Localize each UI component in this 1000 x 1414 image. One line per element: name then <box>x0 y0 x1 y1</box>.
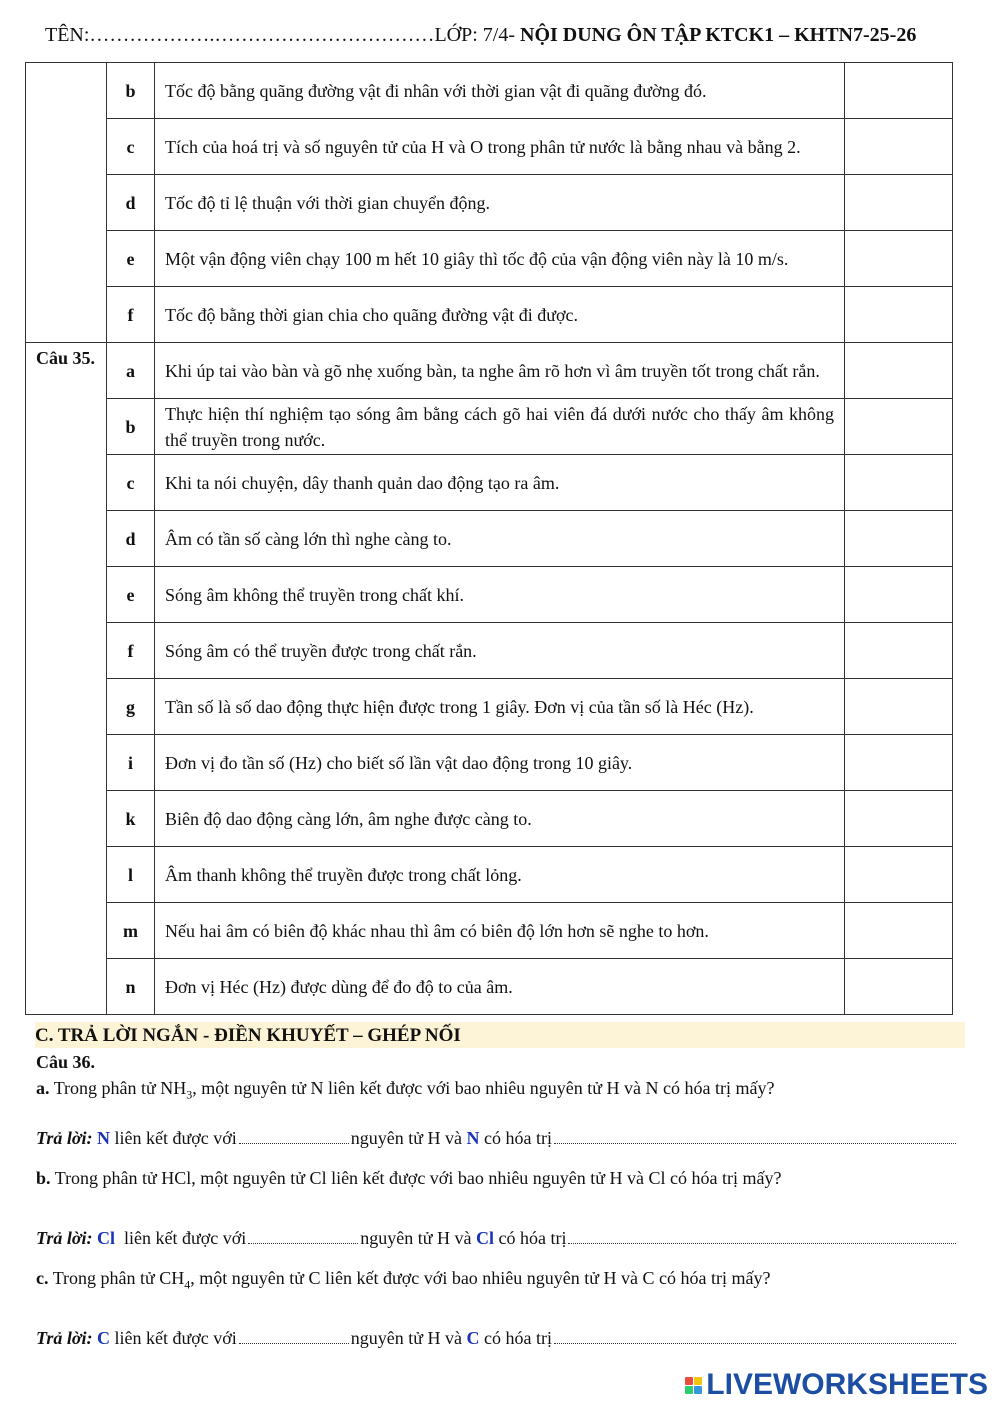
statement-text: Tốc độ bằng thời gian chia cho quãng đường vật đi được. <box>155 287 845 343</box>
answer-36a-element: N <box>97 1128 110 1148</box>
answer-36a-end: có hóa trị <box>484 1128 552 1148</box>
statement-letter: a <box>107 343 155 399</box>
logo-square <box>685 1377 693 1385</box>
statement-text: Sóng âm không thể truyền trong chất khí. <box>155 567 845 623</box>
statement-letter: c <box>107 455 155 511</box>
class-label: LỚP: 7/4- <box>434 24 515 46</box>
statement-letter: i <box>107 735 155 791</box>
statement-text: Âm có tần số càng lớn thì nghe càng to. <box>155 511 845 567</box>
table-row <box>26 847 953 903</box>
answer-36a-label: Trả lời: <box>36 1128 93 1148</box>
question-36c-post: , một nguyên tử C liên kết được với bao nhiêu nguyên tử H và C có hóa trị mấy? <box>190 1268 771 1288</box>
answer-cell[interactable] <box>845 231 953 287</box>
table-row <box>26 567 953 623</box>
question-number: Câu 35. <box>26 343 107 1015</box>
statement-text: Tần số là số dao động thực hiện được trong 1 giây. Đơn vị của tần số là Héc (Hz). <box>155 679 845 735</box>
table-row <box>26 399 953 455</box>
table-row <box>26 903 953 959</box>
answer-cell[interactable] <box>845 287 953 343</box>
answer-36c-blank-count[interactable] <box>239 1329 349 1344</box>
question-36-title: Câu 36. <box>36 1052 96 1072</box>
table-row <box>26 119 953 175</box>
page-header <box>45 24 955 47</box>
question-36c-label: c. <box>36 1268 49 1288</box>
question-36b-text: Trong phân tử HCl, một nguyên tử Cl liên kết được với bao nhiêu nguyên tử H và Cl có hóa trị mấy? <box>54 1168 782 1188</box>
answer-cell[interactable] <box>845 791 953 847</box>
answer-36c-end: có hóa trị <box>484 1328 552 1348</box>
answer-cell[interactable] <box>845 119 953 175</box>
table-row <box>26 287 953 343</box>
statement-letter: f <box>107 287 155 343</box>
question-36a-sub: 3 <box>186 1087 193 1102</box>
answer-36a-blank-count[interactable] <box>239 1129 349 1144</box>
statement-text: Biên độ dao động càng lớn, âm nghe được càng to. <box>155 791 845 847</box>
statement-text: Nếu hai âm có biên độ khác nhau thì âm có biên độ lớn hơn sẽ nghe to hơn. <box>155 903 845 959</box>
question-36a <box>36 1078 956 1103</box>
statement-letter: f <box>107 623 155 679</box>
question-36c-sub: 4 <box>184 1277 191 1292</box>
answer-36b <box>36 1228 956 1249</box>
logo-square <box>694 1377 702 1385</box>
table-row <box>26 175 953 231</box>
answer-36b-element-2: Cl <box>476 1228 494 1248</box>
answer-cell[interactable] <box>845 343 953 399</box>
answer-36c-label: Trả lời: <box>36 1328 93 1348</box>
liveworksheets-logo <box>685 1368 988 1402</box>
answer-36c-element-2: C <box>466 1328 480 1348</box>
answer-cell[interactable] <box>845 959 953 1015</box>
brand-text: LIVEWORKSHEETS <box>706 1368 988 1401</box>
statement-letter: l <box>107 847 155 903</box>
question-36b-label: b. <box>36 1168 51 1188</box>
statement-letter: b <box>107 63 155 119</box>
question-36a-post: , một nguyên tử N liên kết được với bao nhiêu nguyên tử H và N có hóa trị mấy? <box>192 1078 775 1098</box>
statement-letter: n <box>107 959 155 1015</box>
answer-36a-mid1: liên kết được với <box>114 1128 237 1148</box>
answer-cell[interactable] <box>845 567 953 623</box>
statement-letter: d <box>107 175 155 231</box>
answer-36b-mid2: nguyên tử H và <box>360 1228 472 1248</box>
statement-text: Khi ta nói chuyện, dây thanh quản dao động tạo ra âm. <box>155 455 845 511</box>
answer-36b-blank-valence[interactable] <box>568 1229 956 1244</box>
section-c-title: C. TRẢ LỜI NGẮN - ĐIỀN KHUYẾT – GHÉP NỐI <box>35 1022 965 1048</box>
statement-letter: e <box>107 231 155 287</box>
table-row <box>26 959 953 1015</box>
table-row <box>26 343 953 399</box>
question-36c-pre: Trong phân tử CH <box>52 1268 185 1288</box>
answer-36a <box>36 1128 956 1149</box>
table-row <box>26 735 953 791</box>
answer-cell[interactable] <box>845 847 953 903</box>
answer-cell[interactable] <box>845 399 953 455</box>
brand-logo-icon <box>685 1377 702 1394</box>
answer-36b-end: có hóa trị <box>498 1228 567 1248</box>
statement-letter: d <box>107 511 155 567</box>
answer-36b-blank-count[interactable] <box>248 1229 358 1244</box>
table-row <box>26 63 953 119</box>
logo-square <box>685 1386 693 1394</box>
question-36a-label: a. <box>36 1078 50 1098</box>
table-row <box>26 511 953 567</box>
answer-cell[interactable] <box>845 455 953 511</box>
answer-36c-mid1: liên kết được với <box>114 1328 237 1348</box>
answer-cell[interactable] <box>845 63 953 119</box>
answer-cell[interactable] <box>845 175 953 231</box>
table-row <box>26 791 953 847</box>
answer-cell[interactable] <box>845 679 953 735</box>
logo-square <box>694 1386 702 1394</box>
answer-36b-element: Cl <box>97 1228 115 1248</box>
statement-text: Thực hiện thí nghiệm tạo sóng âm bằng cách gõ hai viên đá dưới nước cho thấy âm không thể truyền trong nước. <box>155 399 845 455</box>
question-number <box>26 63 107 343</box>
name-label: TÊN:……………….…………………………… <box>45 24 435 46</box>
answer-36c-blank-valence[interactable] <box>554 1329 956 1344</box>
answer-36a-blank-valence[interactable] <box>554 1129 956 1144</box>
table-row <box>26 623 953 679</box>
statement-letter: g <box>107 679 155 735</box>
statement-text: Tích của hoá trị và số nguyên tử của H và O trong phân tử nước là bằng nhau và bằng 2. <box>155 119 845 175</box>
answer-36c-element: C <box>97 1328 110 1348</box>
question-36a-pre: Trong phân tử NH <box>53 1078 187 1098</box>
statement-text: Đơn vị đo tần số (Hz) cho biết số lần vật dao động trong 10 giây. <box>155 735 845 791</box>
answer-36c-mid2: nguyên tử H và <box>350 1328 462 1348</box>
table-row <box>26 455 953 511</box>
statement-letter: e <box>107 567 155 623</box>
statement-text: Tốc độ tỉ lệ thuận với thời gian chuyển động. <box>155 175 845 231</box>
answer-cell[interactable] <box>845 735 953 791</box>
page-title: NỘI DUNG ÔN TẬP KTCK1 – KHTN7-25-26 <box>520 24 917 46</box>
statement-text: Âm thanh không thể truyền được trong chất lỏng. <box>155 847 845 903</box>
table-row <box>26 679 953 735</box>
answer-36b-mid1: liên kết được với <box>124 1228 247 1248</box>
true-false-table <box>25 62 953 1015</box>
statement-text: Đơn vị Héc (Hz) được dùng để đo độ to của âm. <box>155 959 845 1015</box>
answer-36b-label: Trả lời: <box>36 1228 93 1248</box>
table-row <box>26 231 953 287</box>
answer-cell[interactable] <box>845 903 953 959</box>
statement-letter: b <box>107 399 155 455</box>
statement-letter: k <box>107 791 155 847</box>
answer-36a-mid2: nguyên tử H và <box>350 1128 462 1148</box>
answer-36a-element-2: N <box>466 1128 480 1148</box>
answer-cell[interactable] <box>845 623 953 679</box>
statement-letter: m <box>107 903 155 959</box>
answer-cell[interactable] <box>845 511 953 567</box>
statement-text: Tốc độ bằng quãng đường vật đi nhân với thời gian vật đi quãng đường đó. <box>155 63 845 119</box>
statement-letter: c <box>107 119 155 175</box>
statement-text: Một vận động viên chạy 100 m hết 10 giây thì tốc độ của vận động viên này là 10 m/s. <box>155 231 845 287</box>
question-36b <box>36 1168 956 1189</box>
answer-36c <box>36 1328 956 1349</box>
statement-text: Khi úp tai vào bàn và gõ nhẹ xuống bàn, ta nghe âm rõ hơn vì âm truyền tốt trong chất rắn. <box>155 343 845 399</box>
question-36c <box>36 1268 956 1293</box>
statement-text: Sóng âm có thể truyền được trong chất rắn. <box>155 623 845 679</box>
